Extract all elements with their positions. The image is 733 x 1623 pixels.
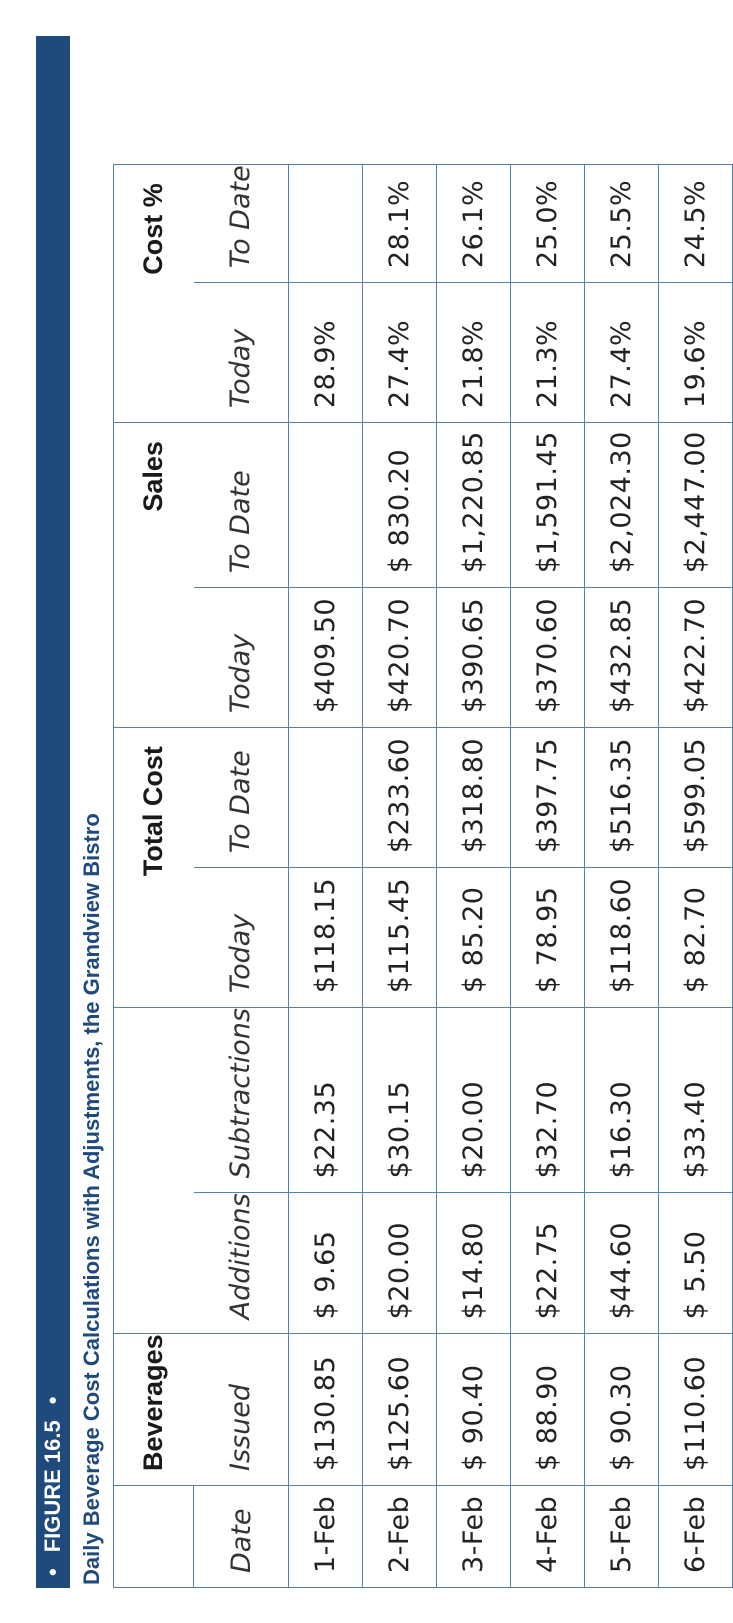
cell-additions: $ 5.50	[659, 1193, 733, 1334]
cell-date: 6-Feb	[659, 1486, 733, 1588]
group-blank-cell	[114, 1008, 194, 1193]
table-body	[289, 165, 733, 1588]
cell-subtractions: $33.40	[659, 1008, 733, 1193]
group-beverages: Beverages	[114, 1334, 194, 1486]
cell-tc-to-date: $397.75	[511, 728, 585, 868]
cell-c-to-date	[289, 165, 363, 283]
cell-tc-today: $118.15	[289, 868, 363, 1008]
cell-tc-today: $ 82.70	[659, 868, 733, 1008]
cell-c-today: 21.8%	[437, 283, 511, 423]
cell-issued: $110.60	[659, 1334, 733, 1486]
cell-s-today: $409.50	[289, 588, 363, 728]
cell-tc-today: $ 78.95	[511, 868, 585, 1008]
cell-additions: $22.75	[511, 1193, 585, 1334]
figure-label: FIGURE 16.5	[40, 1420, 65, 1553]
cell-issued: $ 90.40	[437, 1334, 511, 1486]
cell-c-to-date: 25.5%	[585, 165, 659, 283]
cell-additions: $44.60	[585, 1193, 659, 1334]
cell-subtractions: $16.30	[585, 1008, 659, 1193]
cell-date: 5-Feb	[585, 1486, 659, 1588]
cell-c-to-date: 28.1%	[363, 165, 437, 283]
header-subtractions: Subtractions	[194, 1008, 289, 1193]
cell-issued: $125.60	[363, 1334, 437, 1486]
group-cost-pct: Cost %	[114, 165, 194, 423]
cell-issued: $ 90.30	[585, 1334, 659, 1486]
cell-tc-to-date: $599.05	[659, 728, 733, 868]
banner-bullet-right: •	[40, 1396, 65, 1405]
header-issued: Issued	[194, 1334, 289, 1486]
header-total-cost-today: Today	[194, 868, 289, 1008]
cell-subtractions: $30.15	[363, 1008, 437, 1193]
table-row	[437, 165, 511, 1588]
cell-tc-today: $ 85.20	[437, 868, 511, 1008]
cell-s-to-date: $2,447.00	[659, 423, 733, 588]
cell-s-to-date: $2,024.30	[585, 423, 659, 588]
cell-c-today: 19.6%	[659, 283, 733, 423]
cell-tc-to-date	[289, 728, 363, 868]
cell-subtractions: $32.70	[511, 1008, 585, 1193]
cell-s-to-date: $1,591.45	[511, 423, 585, 588]
figure-title: Daily Beverage Cost Calculations with Adjustments, the Grandview Bistro	[79, 813, 104, 1585]
header-sales-to-date: To Date	[194, 423, 289, 588]
cell-tc-today: $115.45	[363, 868, 437, 1008]
header-date: Date	[194, 1486, 289, 1588]
header-cost-pct-today: Today	[194, 283, 289, 423]
cell-c-to-date: 26.1%	[437, 165, 511, 283]
figure-banner	[36, 36, 70, 1588]
cell-tc-to-date: $516.35	[585, 728, 659, 868]
cell-s-to-date: $ 830.20	[363, 423, 437, 588]
cell-c-today: 27.4%	[585, 283, 659, 423]
cell-tc-to-date: $318.80	[437, 728, 511, 868]
group-header-row	[114, 165, 194, 1588]
cell-c-today: 27.4%	[363, 283, 437, 423]
cell-tc-today: $118.60	[585, 868, 659, 1008]
cell-issued: $ 88.90	[511, 1334, 585, 1486]
cell-s-today: $420.70	[363, 588, 437, 728]
cell-additions: $20.00	[363, 1193, 437, 1334]
cell-c-to-date: 24.5%	[659, 165, 733, 283]
column-header-row	[194, 165, 289, 1588]
group-sales: Sales	[114, 423, 194, 728]
cell-c-today: 21.3%	[511, 283, 585, 423]
cell-c-today: 28.9%	[289, 283, 363, 423]
cell-additions: $ 9.65	[289, 1193, 363, 1334]
banner-bullet-left: •	[40, 1568, 65, 1576]
group-total-cost: Total Cost	[114, 728, 194, 1008]
group-blank-cell	[114, 1486, 194, 1588]
header-sales-today: Today	[194, 588, 289, 728]
cell-s-today: $432.85	[585, 588, 659, 728]
cell-date: 1-Feb	[289, 1486, 363, 1588]
cell-s-today: $390.65	[437, 588, 511, 728]
cell-subtractions: $22.35	[289, 1008, 363, 1193]
cell-date: 2-Feb	[363, 1486, 437, 1588]
cell-additions: $14.80	[437, 1193, 511, 1334]
beverage-cost-table	[113, 164, 733, 1588]
cell-s-to-date: $1,220.85	[437, 423, 511, 588]
header-cost-pct-to-date: To Date	[194, 165, 289, 283]
cell-date: 3-Feb	[437, 1486, 511, 1588]
header-total-cost-to-date: To Date	[194, 728, 289, 868]
table-row	[363, 165, 437, 1588]
cell-c-to-date: 25.0%	[511, 165, 585, 283]
table-row	[585, 165, 659, 1588]
cell-subtractions: $20.00	[437, 1008, 511, 1193]
cell-s-today: $370.60	[511, 588, 585, 728]
table-row	[659, 165, 733, 1588]
table-row	[511, 165, 585, 1588]
cell-tc-to-date: $233.60	[363, 728, 437, 868]
cell-date: 4-Feb	[511, 1486, 585, 1588]
cell-s-to-date	[289, 423, 363, 588]
table-row	[289, 165, 363, 1588]
group-blank-cell	[114, 1193, 194, 1334]
header-additions: Additions	[194, 1193, 289, 1334]
cell-issued: $130.85	[289, 1334, 363, 1486]
cell-s-today: $422.70	[659, 588, 733, 728]
